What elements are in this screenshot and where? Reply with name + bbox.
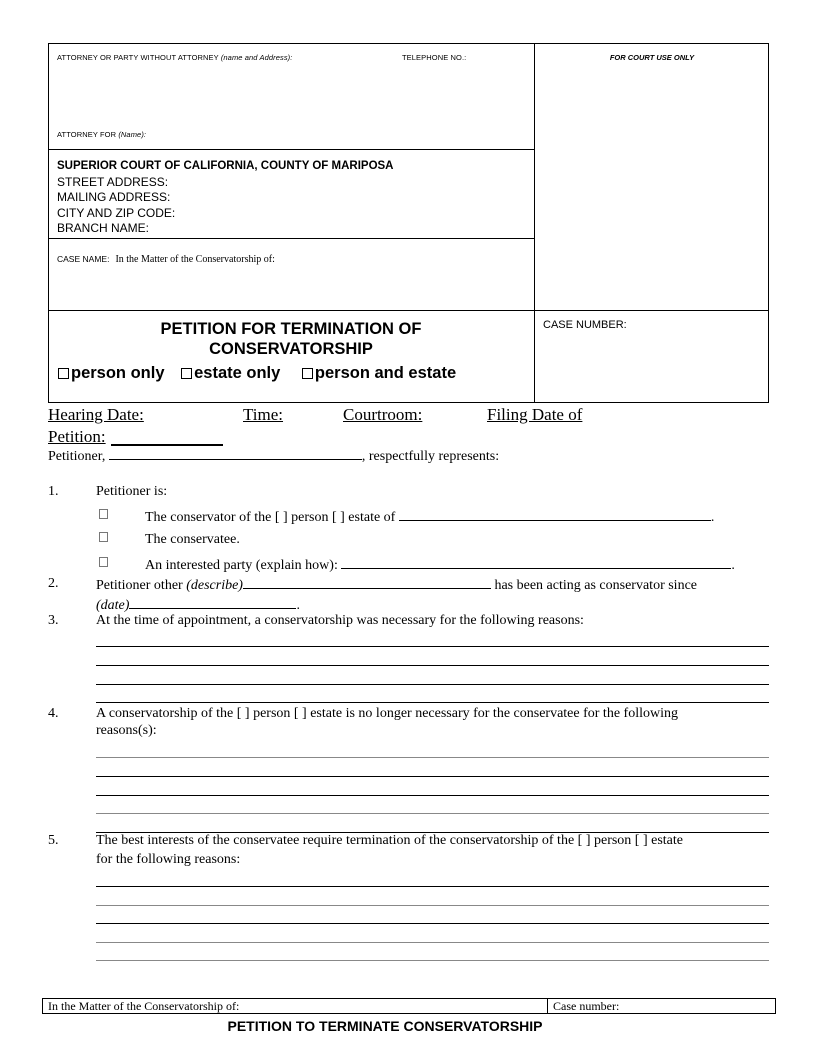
court-use-label: FOR COURT USE ONLY [609,53,695,62]
item5-answer-line[interactable] [96,960,769,961]
item5-line1: The best interests of the conservatee require termination of the conservatorship of the [ ] person [ ] estate [96,833,684,848]
item4-answer-line[interactable] [96,795,769,796]
petition-title [48,320,534,359]
item2-date: (date) . [96,598,300,613]
petition-title-line2: CONSERVATORSHIP [209,340,373,358]
divider-court [48,238,534,239]
telephone-label: TELEPHONE NO.: [402,53,467,62]
item1-text: Petitioner is: [96,484,168,499]
item1-option-c: An interested party (explain how): . [145,558,735,573]
item3-text: At the time of appointment, a conservatorship was necessary for the following reasons: [96,613,584,628]
item5-answer-line[interactable] [96,886,769,887]
item1-option-a: The conservator of the [ ] person [ ] estate of . [145,510,715,525]
item5-answer-line[interactable] [96,905,769,906]
checkbox-conservatee[interactable] [99,532,108,542]
footer-case-number-label: Case number: [553,999,620,1013]
item3-answer-line[interactable] [96,684,769,685]
item4-answer-line[interactable] [96,776,769,777]
item1-option-b: The conservatee. [145,532,240,547]
item4-line2: reasons(s): [96,723,157,738]
footer-matter-label: In the Matter of the Conservatorship of: [48,999,240,1013]
option-estate-only[interactable]: estate only [181,364,280,382]
item4-line1: A conservatorship of the [ ] person [ ] estate is no longer necessary for the conservatee for the following [96,706,678,721]
conservatee-name-input[interactable] [399,508,711,521]
item3-answer-line[interactable] [96,646,769,647]
checkbox-icon[interactable] [302,368,313,379]
item5-line2: for the following reasons: [96,852,241,867]
case-name-row [57,249,275,267]
scope-options [58,364,456,383]
item5-answer-line[interactable] [96,923,769,924]
petition-date-input[interactable] [111,429,223,446]
divider-attorney [48,149,534,150]
checkbox-icon[interactable] [58,368,69,379]
footer-divider [547,998,548,1014]
case-number-input[interactable] [540,336,762,396]
item5-answer-line[interactable] [96,942,769,943]
case-name-value: In the Matter of the Conservatorship of: [115,254,275,265]
attorney-name-address-input[interactable] [56,66,526,122]
petitioner-line: Petitioner, , respectfully represents: [48,449,500,464]
time-label: Time: [243,405,284,424]
item1-number: 1. [48,484,59,499]
divider-title [48,310,769,311]
attorney-for-label: ATTORNEY FOR (Name): [57,130,147,139]
checkbox-interested-party[interactable] [99,557,108,567]
item4-number: 4. [48,706,59,721]
item2-number: 2. [48,576,59,591]
item2-text: Petitioner other (describe) has been acting as conservator since [96,578,697,593]
court-info [57,159,394,237]
caption-divider-vertical [534,43,535,403]
filing-date-label: Filing Date of [487,405,583,424]
city-zip-label: CITY AND ZIP CODE: [57,205,176,220]
other-petitioner-input[interactable] [243,576,491,589]
option-person-and-estate[interactable]: person and estate [302,364,456,382]
item4-answer-line[interactable] [96,813,769,814]
footer-title: PETITION TO TERMINATE CONSERVATORSHIP [227,1018,543,1034]
acting-since-date-input[interactable] [129,596,296,609]
petition-title-line1: PETITION FOR TERMINATION OF [160,320,422,338]
item3-answer-line[interactable] [96,665,769,666]
option-person-only[interactable]: person only [58,364,165,382]
interested-party-input[interactable] [341,556,731,569]
item4-answer-line[interactable] [96,757,769,758]
case-number-label: CASE NUMBER: [543,319,627,331]
mailing-address-label: MAILING ADDRESS: [57,190,171,204]
checkbox-icon[interactable] [181,368,192,379]
checkbox-conservator[interactable] [99,509,108,519]
branch-name-label: BRANCH NAME: [57,221,150,235]
petitioner-name-input[interactable] [109,447,362,460]
courtroom-label: Courtroom: [343,405,423,424]
court-name: SUPERIOR COURT OF CALIFORNIA, COUNTY OF MARIPOSA [57,160,394,172]
item3-answer-line[interactable] [96,702,769,703]
case-name-label: CASE NAME: [57,254,110,264]
street-address-label: STREET ADDRESS: [57,174,169,189]
item5-number: 5. [48,833,59,848]
hearing-date-label: Hearing Date: [48,405,144,424]
attorney-field-label: ATTORNEY OR PARTY WITHOUT ATTORNEY (name and Address): [57,53,293,62]
petition-date-label: Petition: [48,427,106,446]
item3-number: 3. [48,613,59,628]
